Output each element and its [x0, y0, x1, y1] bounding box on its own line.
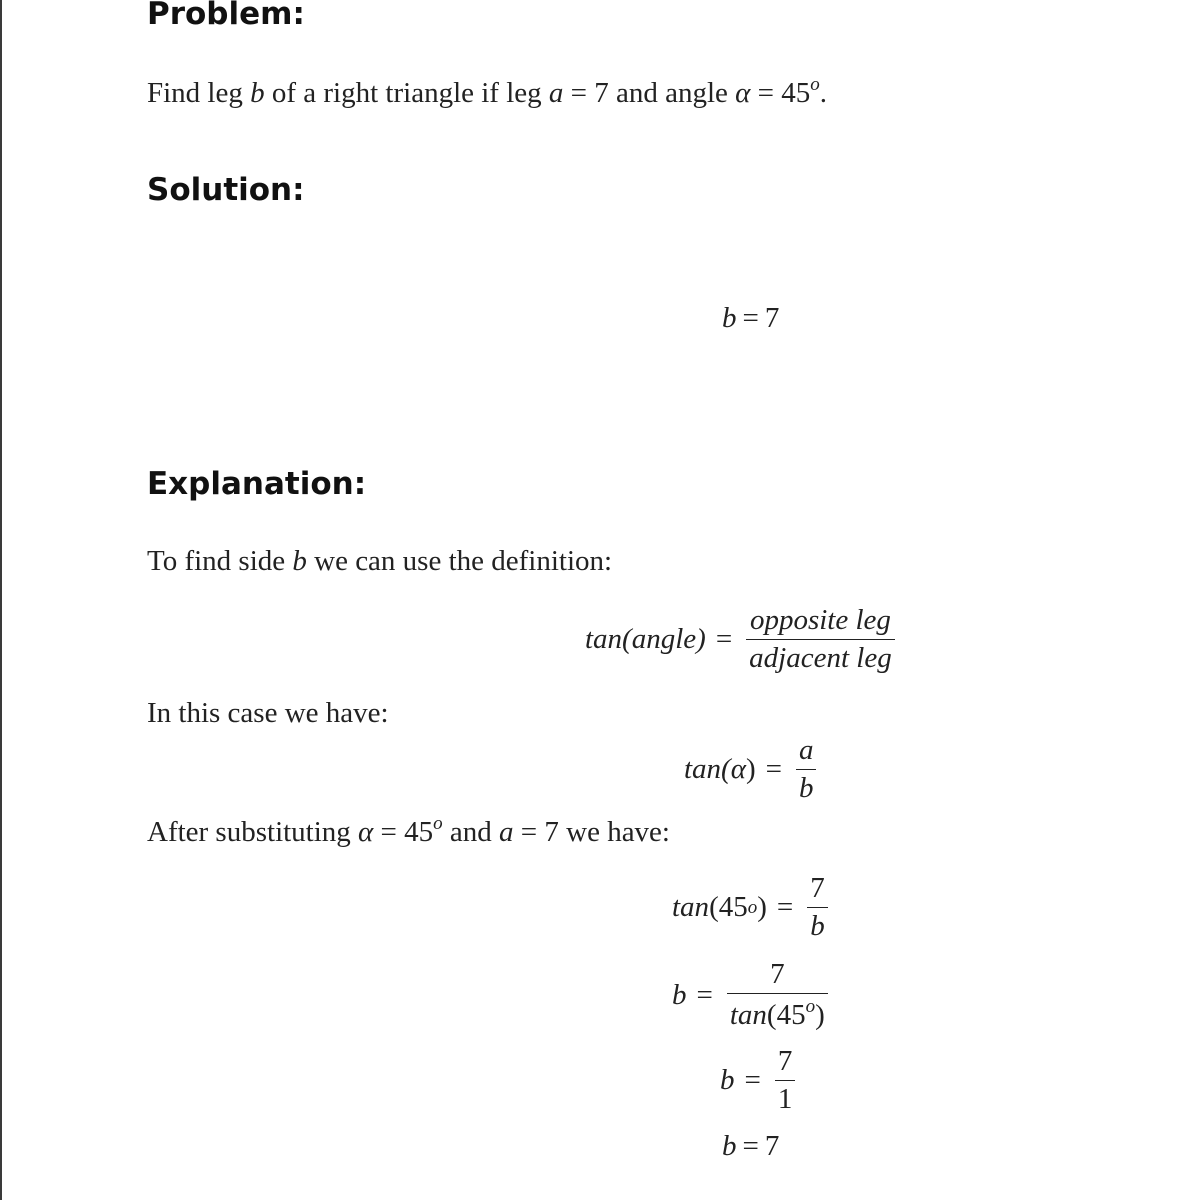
case-fraction: $\frac{a}{b}$: [796, 734, 817, 805]
substitution-text: After substituting $\alpha = 45^o$ and a = 7 we have:: [147, 813, 670, 848]
step2-fraction: $\frac{7}{\tan(45^o)}$: [727, 958, 828, 1032]
degree-mark: o: [810, 74, 820, 95]
step3-equation: b = $\frac{7}{1}$: [720, 1045, 799, 1116]
case-text: In this case we have:: [147, 697, 389, 729]
solution-equation: b = 7: [722, 302, 780, 334]
step1-fraction: $\frac{7}{b}$: [807, 872, 828, 943]
problem-statement: Find leg b of a right triangle if leg a = 7 and angle $\alpha = 45^o$.: [147, 74, 828, 109]
step2-equation: b = $\frac{7}{\tan(45^o)}$: [672, 958, 832, 1032]
tangent-definition-fraction: $\frac{\text{opposite leg}}{\text{adjacent leg}}$: [746, 604, 895, 675]
var-b: b: [250, 77, 265, 109]
step3-fraction: $\frac{7}{1}$: [775, 1045, 796, 1116]
var-alpha: α: [735, 77, 751, 109]
solution-heading: Solution:: [147, 172, 305, 208]
var-a: a: [548, 77, 564, 109]
explanation-heading: Explanation:: [147, 466, 367, 502]
problem-heading: Problem:: [147, 0, 305, 32]
step1-equation: tan (45 o ) = $\frac{7}{b}$: [672, 872, 832, 943]
case-equation: tan( α ) = $\frac{a}{b}$: [684, 734, 820, 805]
explanation-intro: To find side b we can use the definition:: [147, 545, 613, 577]
tangent-definition-equation: tan(angle) = $\frac{\text{opposite leg}}{\text{adjacent leg}}$: [585, 604, 899, 675]
step4-equation: b = 7: [722, 1130, 780, 1162]
page-left-border: [0, 0, 2, 1200]
